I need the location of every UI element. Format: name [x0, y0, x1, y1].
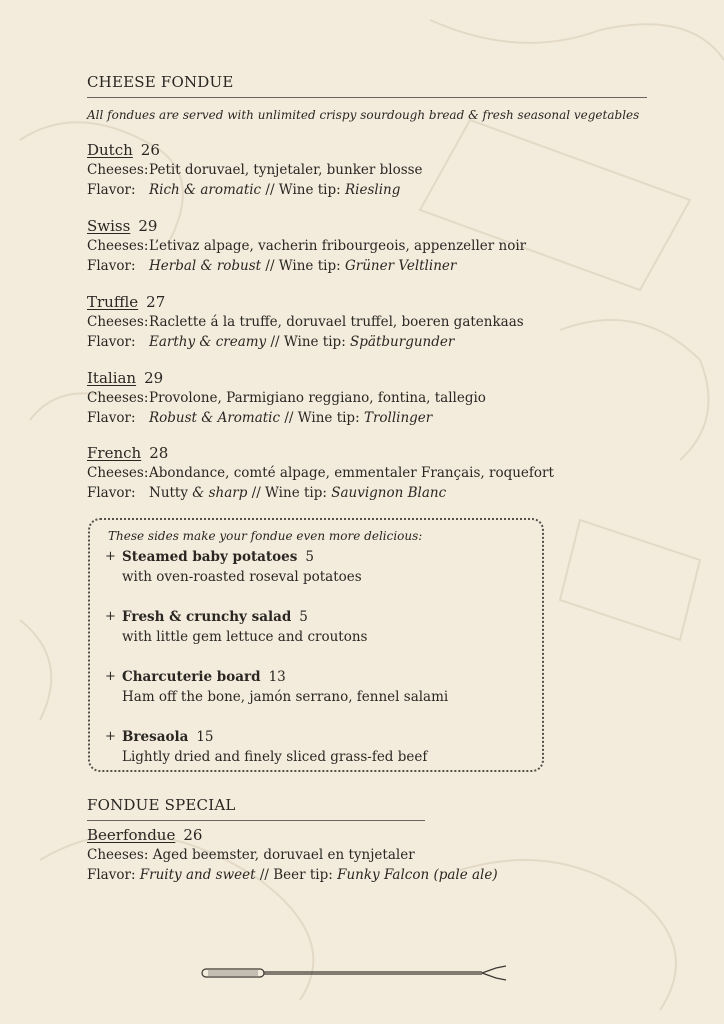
- dish-price: 28: [149, 444, 169, 462]
- page-title: CHEESE FONDUE: [87, 73, 234, 91]
- flavor-text: Rich & aromatic: [149, 182, 262, 198]
- wine-tip-label: // Wine tip:: [265, 182, 341, 198]
- side-price: 15: [196, 729, 214, 745]
- dish-name: French: [87, 444, 142, 462]
- cheeses-list: L’etivaz alpage, vacherin fribourgeois, appenzeller noir: [149, 238, 527, 254]
- dish-name: Swiss: [87, 217, 131, 235]
- flavor-text: Fruity and sweet: [139, 867, 256, 883]
- fondue-item-swiss: [87, 216, 526, 276]
- wine-tip-label: // Wine tip:: [265, 258, 341, 274]
- flavor-text: & sharp: [192, 485, 248, 501]
- fondue-item-italian: [87, 368, 486, 428]
- cheeses-list: Provolone, Parmigiano reggiano, fontina, tallegio: [149, 390, 486, 406]
- cheeses-label: Cheeses:: [87, 238, 149, 254]
- dish-name: Italian: [87, 369, 137, 387]
- special-title: FONDUE SPECIAL: [87, 796, 236, 814]
- flavor-label: Flavor:: [87, 410, 136, 426]
- flavor-label: Flavor:: [87, 334, 136, 350]
- plus-icon: +: [105, 729, 116, 744]
- fondue-item-french: [87, 443, 554, 503]
- side-desc: Ham off the bone, jamón serrano, fennel salami: [122, 689, 449, 705]
- flavor-label: Flavor:: [87, 258, 136, 274]
- cheeses-label: Cheeses:: [87, 314, 149, 330]
- fondue-subtitle: All fondues are served with unlimited crispy sourdough bread & fresh seasonal vegetables: [87, 108, 640, 122]
- flavor-text: Robust & Aromatic: [149, 410, 281, 426]
- dish-name: Truffle: [87, 293, 139, 311]
- wine-tip-label: // Wine tip:: [251, 485, 327, 501]
- wine-tip: Riesling: [344, 182, 401, 198]
- side-name: Bresaola: [122, 729, 189, 745]
- special-divider: [87, 820, 425, 821]
- plus-icon: +: [105, 549, 116, 564]
- dish-name: Beerfondue: [87, 826, 176, 844]
- beer-tip: Funky Falcon (pale ale): [337, 867, 498, 883]
- side-desc: with little gem lettuce and croutons: [122, 629, 368, 645]
- wine-tip: Sauvignon Blanc: [331, 485, 447, 501]
- cheeses-label: Cheeses:: [87, 162, 149, 178]
- dish-price: 29: [138, 217, 158, 235]
- plus-icon: +: [105, 609, 116, 624]
- fondue-fork-icon: [200, 962, 510, 984]
- fondue-item-dutch: [87, 140, 423, 200]
- fondue-item-beerfondue: [87, 825, 498, 885]
- title-divider: [87, 97, 647, 98]
- dish-price: 26: [140, 141, 160, 159]
- wine-tip-label: // Wine tip:: [270, 334, 346, 350]
- wine-tip: Trollinger: [363, 410, 433, 426]
- side-desc: with oven-roasted roseval potatoes: [122, 569, 362, 585]
- flavor-label: Flavor:: [87, 182, 136, 198]
- wine-tip-label: // Wine tip:: [284, 410, 360, 426]
- dish-name: Dutch: [87, 141, 133, 159]
- beer-tip-label: // Beer tip:: [259, 867, 333, 883]
- flavor-text-plain: Nutty: [149, 485, 188, 501]
- dish-price: 27: [146, 293, 166, 311]
- cheeses-label: Cheeses:: [87, 390, 149, 406]
- side-price: 5: [299, 609, 308, 625]
- flavor-label: Flavor:: [87, 485, 136, 501]
- plus-icon: +: [105, 669, 116, 684]
- side-name: Charcuterie board: [122, 669, 261, 685]
- cheeses-label: Cheeses:: [87, 465, 149, 481]
- cheeses-list: Aged beemster, doruvael en tynjetaler: [152, 847, 415, 863]
- cheeses-list: Petit doruvael, tynjetaler, bunker blosse: [149, 162, 423, 178]
- side-price: 13: [268, 669, 286, 685]
- flavor-label: Flavor:: [87, 867, 136, 883]
- flavor-text: Herbal & robust: [149, 258, 262, 274]
- sides-intro: These sides make your fondue even more delicious:: [108, 529, 423, 543]
- side-price: 5: [305, 549, 314, 565]
- dish-price: 26: [183, 826, 203, 844]
- cheeses-list: Raclette á la truffe, doruvael truffel, boeren gatenkaas: [149, 314, 524, 330]
- dish-price: 29: [144, 369, 164, 387]
- wine-tip: Spätburgunder: [350, 334, 455, 350]
- fondue-item-truffle: [87, 292, 524, 352]
- flavor-text: Earthy & creamy: [149, 334, 267, 350]
- cheeses-label: Cheeses:: [87, 847, 149, 863]
- side-desc: Lightly dried and finely sliced grass-fed beef: [122, 749, 428, 765]
- wine-tip: Grüner Veltliner: [344, 258, 457, 274]
- side-name: Steamed baby potatoes: [122, 549, 298, 565]
- cheeses-list: Abondance, comté alpage, emmentaler Français, roquefort: [149, 465, 554, 481]
- side-name: Fresh & crunchy salad: [122, 609, 292, 625]
